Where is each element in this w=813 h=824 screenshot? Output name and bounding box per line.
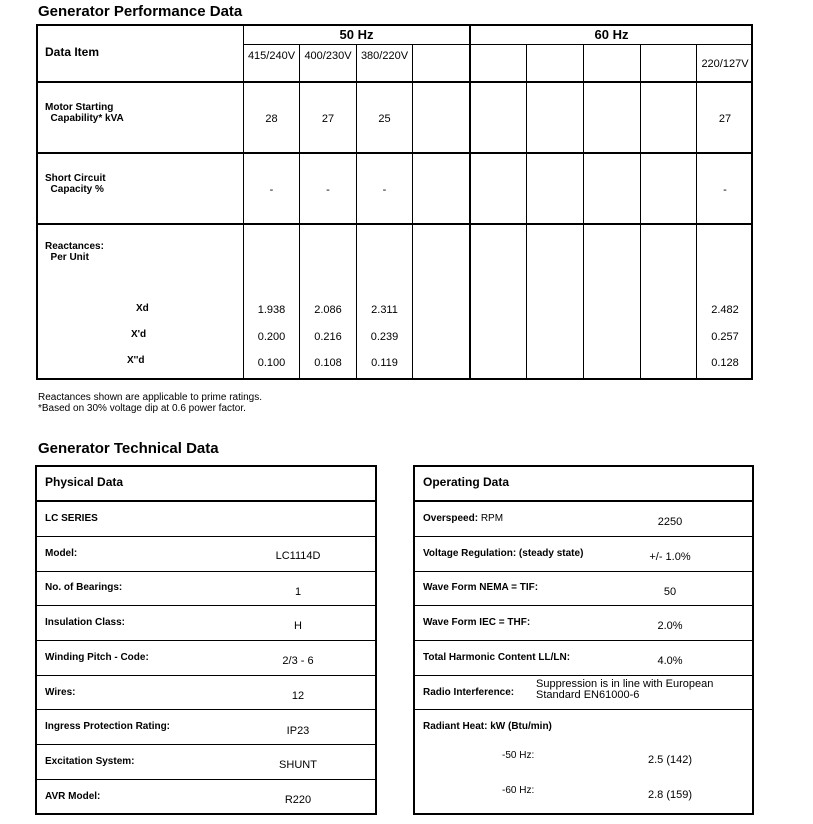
voltage-380: 380/220V [360,50,409,62]
voltage-415: 415/240V [247,50,296,62]
excitation-label: Excitation System: [45,756,135,767]
physical-row-line-8 [35,779,377,780]
model-value: LC1114D [275,550,321,562]
bearings-label: No. of Bearings: [45,582,123,593]
winding-pitch-label: Winding Pitch - Code: [45,652,149,663]
short-value-415: - [269,184,274,196]
radio-interference-value: Suppression is in line with European Standard EN61000-6 [536,678,714,701]
xppd-value-400: 0.108 [314,357,342,369]
insulation-value: H [294,620,302,632]
avr-model-label: AVR Model: [45,791,101,802]
xppd-value-415: 0.100 [257,357,286,369]
overspeed-row [423,513,503,524]
wave-form-iec-value: 2.0% [657,620,683,632]
heat-60hz-label: -60 Hz: [502,785,535,796]
physical-heading: Physical Data [45,475,124,489]
motor-starting-label: Motor Starting Capability* kVA [45,102,124,124]
col-divider-8 [640,44,641,380]
voltage-220: 220/127V [701,58,749,70]
overspeed-value: 2250 [657,516,683,528]
wires-value: 12 [291,690,305,702]
xppd-label: X''d [127,355,145,366]
motor-value-380: 25 [378,113,391,125]
xpd-value-415: 0.200 [257,331,286,343]
voltage-regulation-label: Voltage Regulation: (steady state) [423,548,584,559]
hz-header-divider [244,44,753,45]
col-divider-4 [412,44,413,380]
operating-row-line-2 [413,571,754,572]
data-item-header: Data Item [45,45,100,59]
ingress-protection-label: Ingress Protection Rating: [45,721,171,732]
radiant-heat-label: Radiant Heat: kW (Btu/min) [423,721,552,732]
performance-table-frame [36,24,753,380]
reactances-label: Reactances: Per Unit [45,241,104,263]
physical-row-line-1 [35,536,377,537]
overspeed-label: Overspeed: [423,513,479,524]
wires-label: Wires: [45,687,76,698]
col-divider-hz [469,24,471,380]
heat-50hz-value: 2.5 (142) [647,754,693,766]
operating-row-line-4 [413,640,754,641]
physical-row-line-2 [35,571,377,572]
motor-value-400: 27 [321,113,335,125]
physical-row-line-5 [35,675,377,676]
operating-row-line-6 [413,709,754,710]
voltage-regulation-value: +/- 1.0% [649,551,691,563]
short-value-400: - [326,184,330,196]
short-circuit-label: Short Circuit Capacity % [45,173,106,195]
operating-heading-line [413,500,754,502]
excitation-value: SHUNT [279,759,317,771]
col-divider-1 [243,24,244,380]
xppd-value-380: 0.119 [371,357,398,369]
technical-title: Generator Technical Data [38,440,219,457]
hz50-header: 50 Hz [339,27,374,42]
wave-form-nema-value: 50 [663,586,677,598]
xd-label: Xd [136,303,149,314]
note-reactances: Reactances shown are applicable to prime ratings. [38,392,263,403]
winding-pitch-value: 2/3 - 6 [282,655,314,667]
total-harmonic-label: Total Harmonic Content LL/LN: [423,652,571,663]
xpd-label: X'd [131,329,147,340]
short-row-bottom-line [36,223,753,225]
hz60-header: 60 Hz [594,27,629,42]
overspeed-unit: RPM [480,513,504,524]
ingress-protection-value: IP23 [286,725,310,737]
short-value-380: - [382,184,387,196]
note-voltage-dip: *Based on 30% voltage dip at 0.6 power factor. [38,403,246,414]
col-divider-7 [583,44,584,380]
model-label: Model: [45,548,78,559]
xd-value-415: 1.938 [257,304,286,316]
header-bottom-line [36,81,753,83]
operating-row-line-5 [413,675,754,676]
radio-interference-label: Radio Interference: [423,687,515,698]
motor-value-220: 27 [718,113,732,125]
physical-row-line-3 [35,605,377,606]
xpd-value-380: 0.239 [370,331,399,343]
short-value-220: - [723,184,727,196]
voltage-400: 400/230V [304,50,352,62]
xpd-value-400: 0.216 [314,331,342,343]
operating-row-line-1 [413,536,754,537]
heat-60hz-value: 2.8 (159) [647,789,693,801]
motor-value-415: 28 [265,113,278,125]
motor-row-bottom-line [36,152,753,154]
total-harmonic-value: 4.0% [657,655,683,667]
performance-title: Generator Performance Data [38,3,243,20]
bearings-value: 1 [294,586,302,598]
xd-value-400: 2.086 [314,304,342,316]
heat-50hz-label: -50 Hz: [502,750,535,761]
physical-row-line-6 [35,709,377,710]
physical-heading-line [35,500,377,502]
lc-series-label: LC SERIES [45,513,98,524]
xd-value-380: 2.311 [371,304,398,316]
wave-form-nema-label: Wave Form NEMA = TIF: [423,582,539,593]
xd-value-220: 2.482 [711,304,739,316]
col-divider-6 [526,44,527,380]
physical-row-line-4 [35,640,377,641]
operating-heading: Operating Data [423,475,510,489]
physical-row-line-7 [35,744,377,745]
operating-row-line-3 [413,605,754,606]
insulation-label: Insulation Class: [45,617,126,628]
wave-form-iec-label: Wave Form IEC = THF: [423,617,531,628]
avr-model-value: R220 [284,794,312,806]
xpd-value-220: 0.257 [711,331,739,343]
xppd-value-220: 0.128 [711,357,739,369]
